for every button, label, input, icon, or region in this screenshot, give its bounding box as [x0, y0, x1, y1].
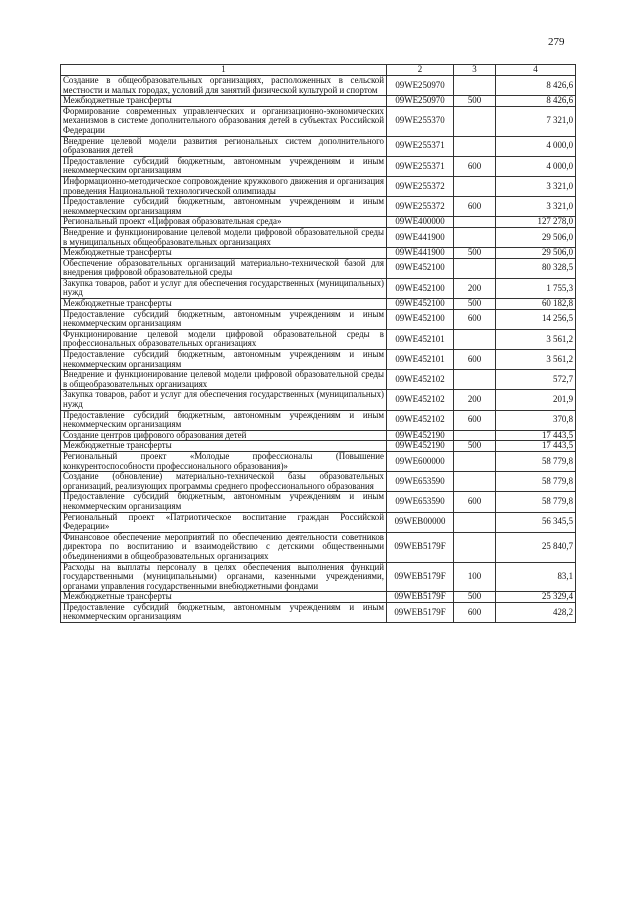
row-amount-cell: 3 561,2: [496, 350, 576, 370]
table-row: [61, 309, 576, 329]
row-code-cell: 09WEB00000: [387, 512, 454, 532]
row-amount-cell: 17 443,5: [496, 430, 576, 441]
row-amount-cell: 80 328,5: [496, 258, 576, 278]
row-type-cell: 500: [454, 592, 496, 603]
row-type-cell: 600: [454, 350, 496, 370]
row-name-cell: Межбюджетные трансферты: [61, 248, 387, 259]
row-code-cell: 09WE452190: [387, 430, 454, 441]
row-code-cell: 09WEB5179F: [387, 602, 454, 622]
column-header-type: 3: [454, 65, 496, 76]
row-type-cell: [454, 106, 496, 136]
row-type-cell: 500: [454, 248, 496, 259]
row-amount-cell: 7 321,0: [496, 106, 576, 136]
table-row: [61, 472, 576, 492]
row-amount-cell: 56 345,5: [496, 512, 576, 532]
row-type-cell: [454, 532, 496, 562]
row-name-cell: Межбюджетные трансферты: [61, 441, 387, 452]
table-row: [61, 602, 576, 622]
header-row: [61, 65, 576, 76]
row-amount-cell: 127 278,0: [496, 217, 576, 228]
row-code-cell: 09WE400000: [387, 217, 454, 228]
row-amount-cell: 17 443,5: [496, 441, 576, 452]
row-amount-cell: 8 426,6: [496, 96, 576, 107]
table-row: [61, 278, 576, 298]
row-code-cell: 09WE255371: [387, 136, 454, 156]
row-code-cell: 09WE250970: [387, 96, 454, 107]
table-row: [61, 350, 576, 370]
table-row: [61, 390, 576, 410]
row-amount-cell: 572,7: [496, 370, 576, 390]
budget-table: [60, 64, 576, 623]
row-name-cell: Предоставление субсидий бюджетным, автономным учреждениям и иным некоммерческим организациям: [61, 197, 387, 217]
row-code-cell: 09WE452190: [387, 441, 454, 452]
table-body: [61, 76, 576, 623]
row-amount-cell: 58 779,8: [496, 492, 576, 512]
row-type-cell: [454, 512, 496, 532]
table-row: [61, 217, 576, 228]
row-name-cell: Создание в общеобразовательных организациях, расположенных в сельской местности и малых городах, условий для занятий физической культурой и спортом: [61, 76, 387, 96]
row-name-cell: Предоставление субсидий бюджетным, автономным учреждениям и иным некоммерческим организациям: [61, 309, 387, 329]
table-row: [61, 410, 576, 430]
row-code-cell: 09WE441900: [387, 227, 454, 247]
row-code-cell: 09WE452102: [387, 370, 454, 390]
row-type-cell: 500: [454, 96, 496, 107]
row-type-cell: [454, 136, 496, 156]
row-type-cell: 200: [454, 278, 496, 298]
row-type-cell: [454, 329, 496, 349]
row-type-cell: 500: [454, 441, 496, 452]
row-name-cell: Формирование современных управленческих и организационно-экономических механизмов в системе дополнительного образования детей в субъектах Российской Федерации: [61, 106, 387, 136]
table-row: [61, 299, 576, 310]
row-code-cell: 09WEB5179F: [387, 532, 454, 562]
row-amount-cell: 60 182,8: [496, 299, 576, 310]
row-type-cell: 600: [454, 197, 496, 217]
table-row: [61, 451, 576, 471]
table-header: [61, 65, 576, 76]
row-type-cell: [454, 451, 496, 471]
table-row: [61, 370, 576, 390]
row-type-cell: [454, 217, 496, 228]
row-amount-cell: 29 506,0: [496, 227, 576, 247]
row-amount-cell: 25 840,7: [496, 532, 576, 562]
row-amount-cell: 29 506,0: [496, 248, 576, 259]
page-number: 279: [548, 36, 565, 48]
row-code-cell: 09WE255372: [387, 176, 454, 196]
row-type-cell: [454, 472, 496, 492]
row-code-cell: 09WE441900: [387, 248, 454, 259]
row-name-cell: Межбюджетные трансферты: [61, 299, 387, 310]
row-name-cell: Создание (обновление) материально-технической базы образовательных организаций, реализующих программы среднего профессионального образования: [61, 472, 387, 492]
row-type-cell: 600: [454, 602, 496, 622]
row-amount-cell: 3 321,0: [496, 197, 576, 217]
row-name-cell: Предоставление субсидий бюджетным, автономным учреждениям и иным некоммерческим организациям: [61, 410, 387, 430]
row-amount-cell: 1 755,3: [496, 278, 576, 298]
column-header-code: 2: [387, 65, 454, 76]
row-code-cell: 09WE255371: [387, 156, 454, 176]
table-row: [61, 532, 576, 562]
column-header-amount: 4: [496, 65, 576, 76]
row-code-cell: 09WE452100: [387, 309, 454, 329]
table-row: [61, 227, 576, 247]
row-name-cell: Внедрение и функционирование целевой модели цифровой образовательной среды в общеобразовательных организациях: [61, 370, 387, 390]
row-code-cell: 09WE653590: [387, 472, 454, 492]
table-row: [61, 258, 576, 278]
row-name-cell: Закупка товаров, работ и услуг для обеспечения государственных (муниципальных) нужд: [61, 278, 387, 298]
table-row: [61, 176, 576, 196]
row-amount-cell: 370,8: [496, 410, 576, 430]
row-type-cell: [454, 370, 496, 390]
row-code-cell: 09WEB5179F: [387, 562, 454, 592]
table-row: [61, 96, 576, 107]
row-amount-cell: 3 321,0: [496, 176, 576, 196]
row-type-cell: [454, 430, 496, 441]
column-header-name: 1: [61, 65, 387, 76]
table-row: [61, 562, 576, 592]
row-amount-cell: 14 256,5: [496, 309, 576, 329]
table-row: [61, 441, 576, 452]
row-amount-cell: 8 426,6: [496, 76, 576, 96]
row-code-cell: 09WE452101: [387, 329, 454, 349]
table-row: [61, 492, 576, 512]
row-name-cell: Обеспечение образовательных организаций материально-технической базой для внедрения цифровой образовательной среды: [61, 258, 387, 278]
row-amount-cell: 25 329,4: [496, 592, 576, 603]
row-code-cell: 09WE452102: [387, 410, 454, 430]
row-code-cell: 09WE452100: [387, 299, 454, 310]
table-row: [61, 136, 576, 156]
row-code-cell: 09WE452102: [387, 390, 454, 410]
row-code-cell: 09WE600000: [387, 451, 454, 471]
row-amount-cell: 58 779,8: [496, 472, 576, 492]
row-code-cell: 09WE653590: [387, 492, 454, 512]
row-amount-cell: 428,2: [496, 602, 576, 622]
row-name-cell: Закупка товаров, работ и услуг для обеспечения государственных (муниципальных) нужд: [61, 390, 387, 410]
row-type-cell: 500: [454, 299, 496, 310]
row-name-cell: Предоставление субсидий бюджетным, автономным учреждениям и иным некоммерческим организациям: [61, 350, 387, 370]
row-name-cell: Внедрение целевой модели развития региональных систем дополнительного образования детей: [61, 136, 387, 156]
table-row: [61, 197, 576, 217]
table-row: [61, 430, 576, 441]
table-row: [61, 248, 576, 259]
row-type-cell: [454, 176, 496, 196]
row-name-cell: Предоставление субсидий бюджетным, автономным учреждениям и иным некоммерческим организациям: [61, 602, 387, 622]
row-name-cell: Финансовое обеспечение мероприятий по обеспечению деятельности советников директора по воспитанию и взаимодействию с детскими общественными объединениями в общеобразовательных организациях: [61, 532, 387, 562]
row-amount-cell: 3 561,2: [496, 329, 576, 349]
row-name-cell: Внедрение и функционирование целевой модели цифровой образовательной среды в муниципальных общеобразовательных организациях: [61, 227, 387, 247]
table-row: [61, 106, 576, 136]
row-code-cell: 09WEB5179F: [387, 592, 454, 603]
row-amount-cell: 201,9: [496, 390, 576, 410]
row-name-cell: Предоставление субсидий бюджетным, автономным учреждениям и иным некоммерческим организациям: [61, 156, 387, 176]
row-amount-cell: 4 000,0: [496, 136, 576, 156]
row-name-cell: Региональный проект «Молодые профессионалы (Повышение конкурентоспособности профессионального образования)»: [61, 451, 387, 471]
row-type-cell: 600: [454, 156, 496, 176]
row-type-cell: [454, 258, 496, 278]
row-type-cell: 600: [454, 309, 496, 329]
row-amount-cell: 4 000,0: [496, 156, 576, 176]
row-code-cell: 09WE452100: [387, 278, 454, 298]
row-type-cell: 600: [454, 410, 496, 430]
row-name-cell: Межбюджетные трансферты: [61, 96, 387, 107]
row-name-cell: Расходы на выплаты персоналу в целях обеспечения выполнения функций государственными (муниципальными) органами, казенными учреждениями, органами управления государственными внебюджетными фондами: [61, 562, 387, 592]
row-type-cell: 600: [454, 492, 496, 512]
table-row: [61, 76, 576, 96]
row-type-cell: [454, 76, 496, 96]
row-name-cell: Региональный проект «Цифровая образовательная среда»: [61, 217, 387, 228]
row-type-cell: 100: [454, 562, 496, 592]
row-name-cell: Функционирование целевой модели цифровой образовательной среды в профессиональных образовательных организациях: [61, 329, 387, 349]
row-name-cell: Межбюджетные трансферты: [61, 592, 387, 603]
table-row: [61, 512, 576, 532]
table-row: [61, 592, 576, 603]
row-name-cell: Информационно-методическое сопровождение кружкового движения и организация проведения Национальной технологической олимпиады: [61, 176, 387, 196]
row-code-cell: 09WE255370: [387, 106, 454, 136]
row-code-cell: 09WE255372: [387, 197, 454, 217]
row-type-cell: [454, 227, 496, 247]
row-name-cell: Региональный проект «Патриотическое воспитание граждан Российской Федерации»: [61, 512, 387, 532]
row-amount-cell: 58 779,8: [496, 451, 576, 471]
row-amount-cell: 83,1: [496, 562, 576, 592]
row-name-cell: Создание центров цифрового образования детей: [61, 430, 387, 441]
row-code-cell: 09WE452101: [387, 350, 454, 370]
row-name-cell: Предоставление субсидий бюджетным, автономным учреждениям и иным некоммерческим организациям: [61, 492, 387, 512]
row-type-cell: 200: [454, 390, 496, 410]
table-row: [61, 329, 576, 349]
row-code-cell: 09WE250970: [387, 76, 454, 96]
row-code-cell: 09WE452100: [387, 258, 454, 278]
table-row: [61, 156, 576, 176]
